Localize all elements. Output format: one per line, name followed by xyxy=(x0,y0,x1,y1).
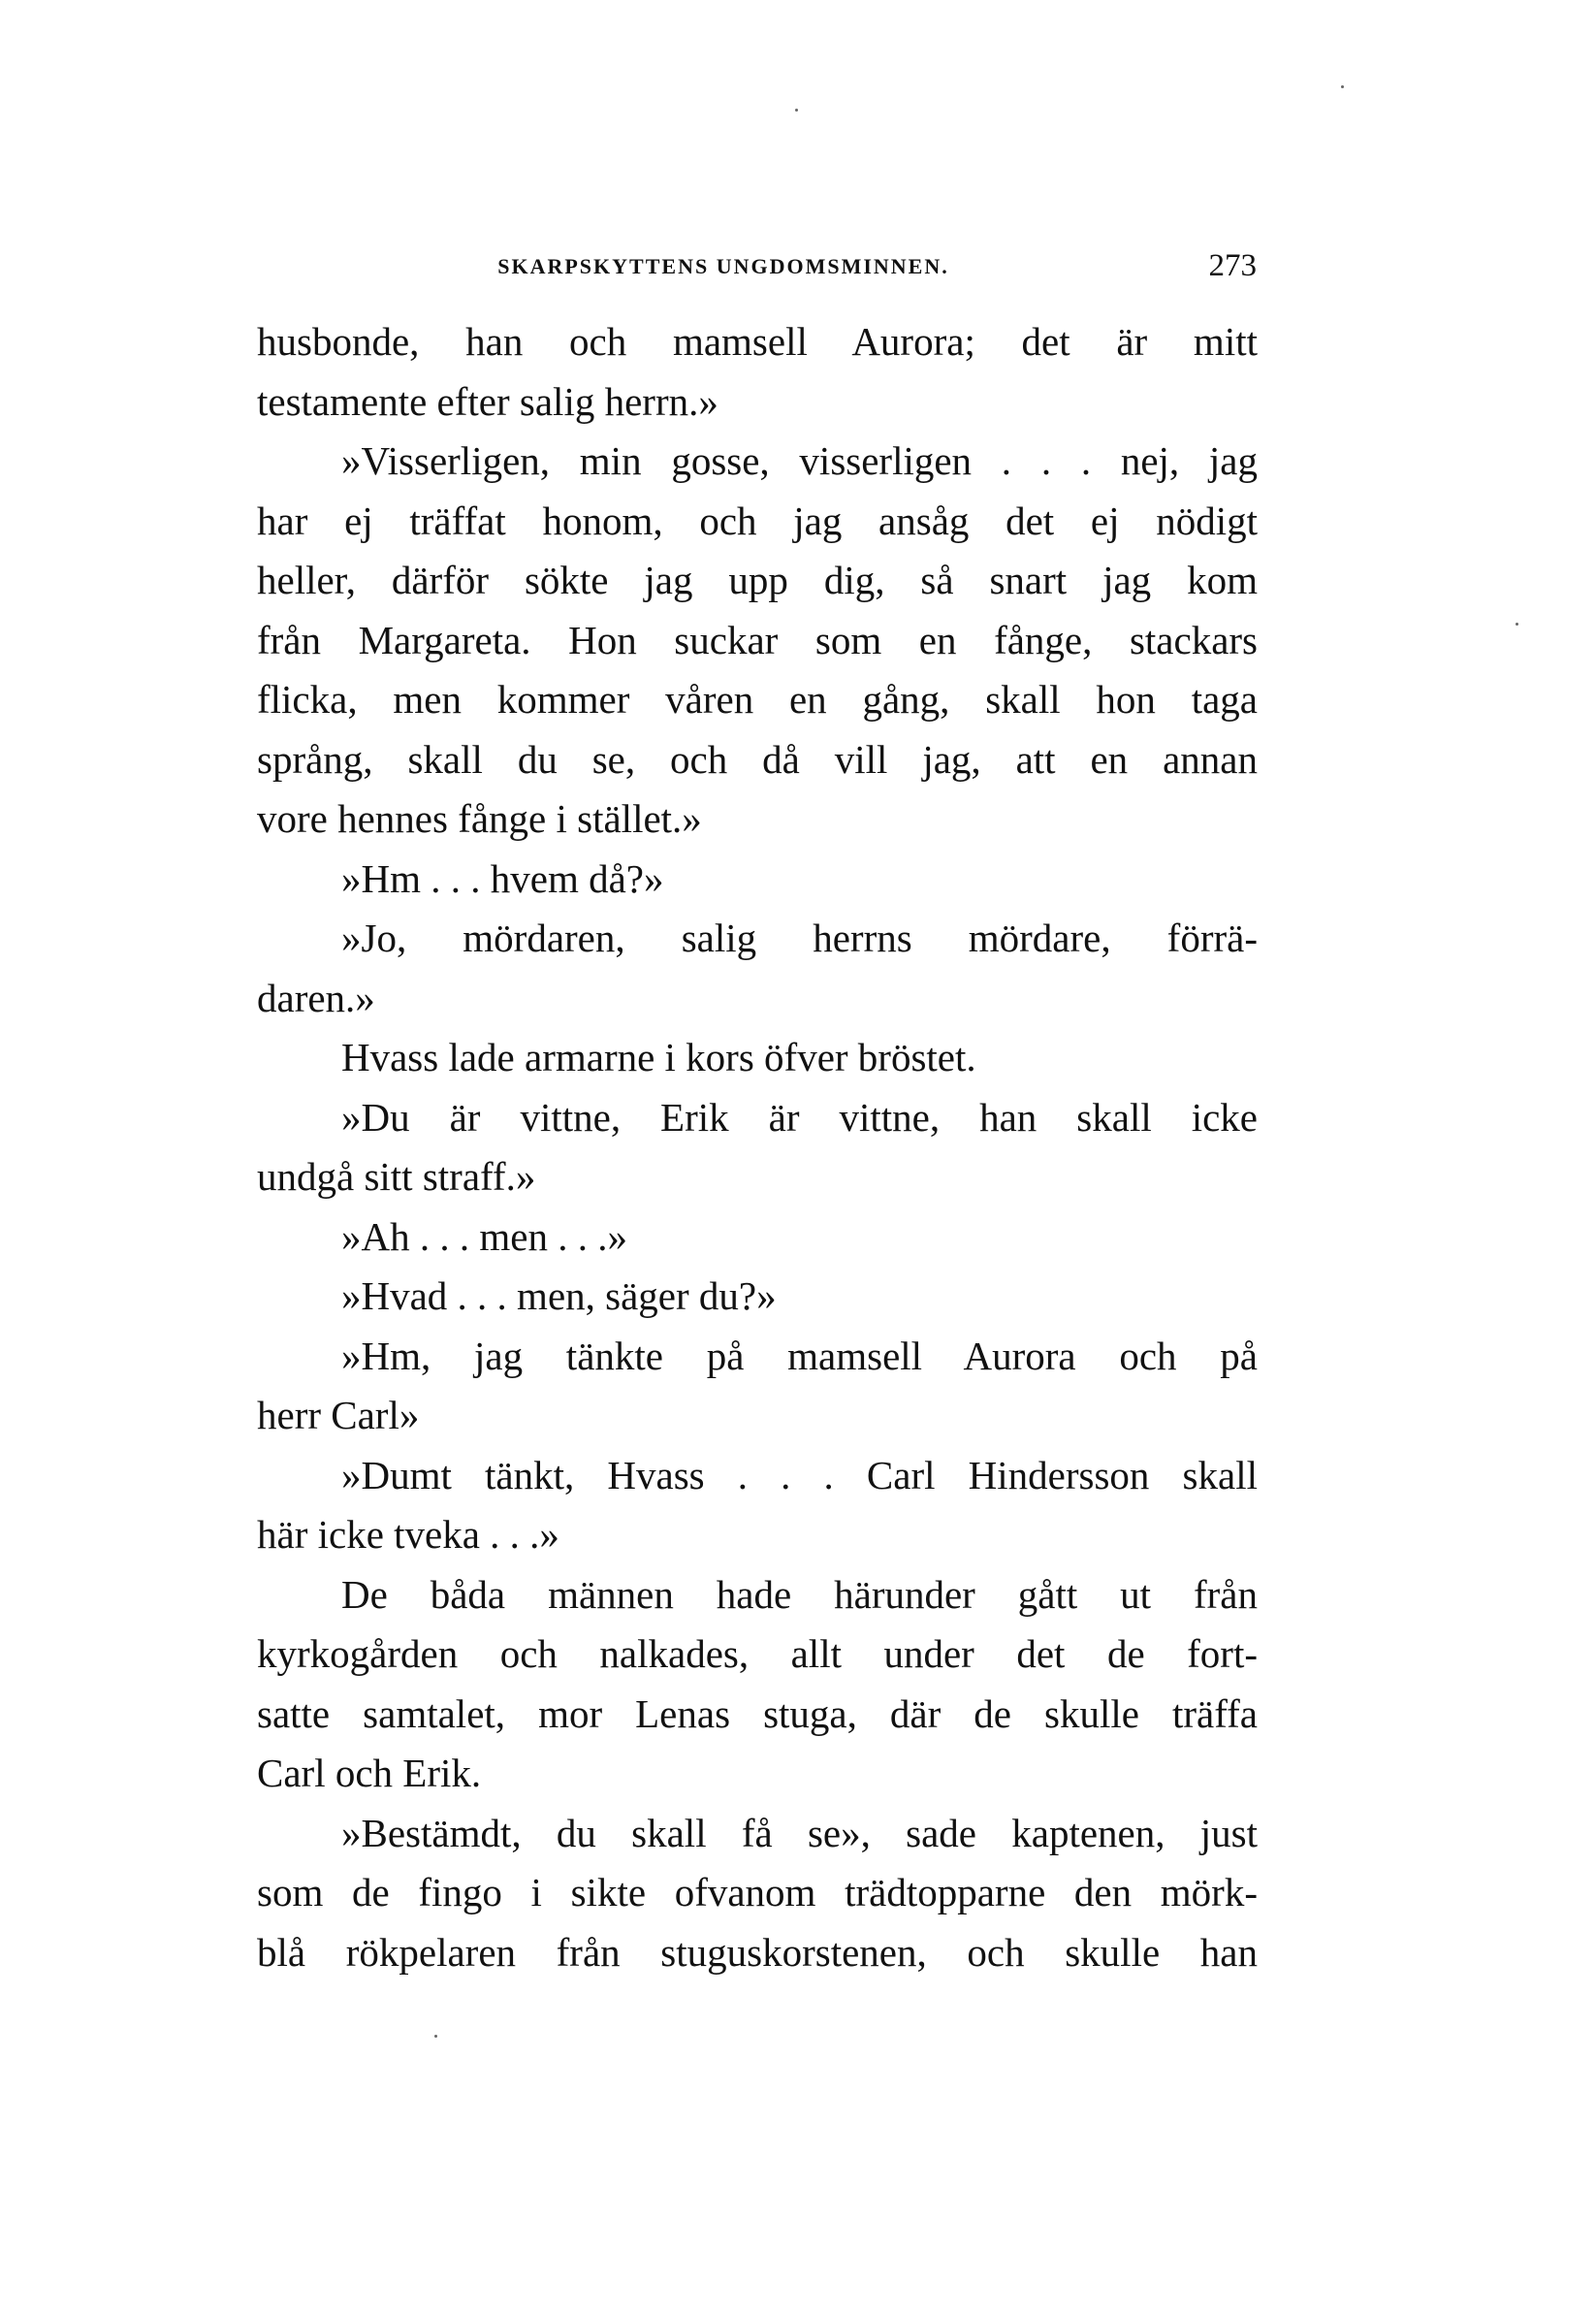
text-line: satte samtalet, mor Lenas stuga, där de skulle träffa xyxy=(257,1690,1258,1736)
body-text xyxy=(257,312,1258,1982)
text-line: »Ah . . . men . . .» xyxy=(341,1213,627,1259)
page-number: 273 xyxy=(1208,248,1257,283)
text-line: De båda männen hade härunder gått ut från xyxy=(341,1571,1258,1617)
text-line: undgå sitt straff.» xyxy=(257,1154,536,1199)
text-line: Hvass lade armarne i kors öfver bröstet. xyxy=(341,1035,976,1079)
text-line: som de fingo i sikte ofvanom trädtopparne den mörk- xyxy=(257,1870,1258,1914)
text-line: heller, därför sökte jag upp dig, så snart jag kom xyxy=(257,558,1258,602)
text-line: blå rökpelaren från stuguskorstenen, och skulle han xyxy=(257,1929,1258,1975)
text-line: »Hvad . . . men, säger du?» xyxy=(341,1273,777,1318)
paper-speck xyxy=(795,109,798,112)
text-line: språng, skall du se, och då vill jag, att en annan xyxy=(257,736,1258,782)
text-line: husbonde, han och mamsell Aurora; det är mitt xyxy=(257,319,1258,364)
text-line: »Du är vittne, Erik är vittne, han skall icke xyxy=(341,1094,1258,1140)
paper-speck xyxy=(434,2035,437,2038)
running-head xyxy=(258,248,1257,293)
text-line: här icke tveka . . .» xyxy=(257,1512,559,1557)
text-line: herr Carl» xyxy=(257,1393,420,1437)
paper-speck xyxy=(1516,623,1518,626)
text-line: »Hm, jag tänkte på mamsell Aurora och på xyxy=(341,1333,1258,1378)
text-line: daren.» xyxy=(257,975,375,1020)
text-line: flicka, men kommer våren en gång, skall hon taga xyxy=(257,677,1258,722)
text-line: från Margareta. Hon suckar som en fånge, stackars xyxy=(257,617,1258,662)
text-line: kyrkogården och nalkades, allt under det de fort- xyxy=(257,1631,1258,1676)
text-line: vore hennes fånge i stället.» xyxy=(257,796,702,841)
text-line: »Visserligen, min gosse, visserligen . . . nej, jag xyxy=(341,438,1258,483)
text-line: »Hm . . . hvem då?» xyxy=(341,855,664,901)
text-line: »Dumt tänkt, Hvass . . . Carl Hindersson skall xyxy=(341,1452,1258,1497)
text-line: har ej träffat honom, och jag ansåg det ej nödigt xyxy=(257,498,1258,543)
text-line: Carl och Erik. xyxy=(257,1751,482,1795)
text-line: testamente efter salig herrn.» xyxy=(257,378,718,424)
running-title: SKARPSKYTTENS UNGDOMSMINNEN. xyxy=(497,254,949,278)
text-line: »Jo, mördaren, salig herrns mördare, förrä- xyxy=(341,916,1258,960)
paper-speck xyxy=(1341,85,1344,88)
text-line: »Bestämdt, du skall få se», sade kaptenen, just xyxy=(341,1810,1258,1855)
